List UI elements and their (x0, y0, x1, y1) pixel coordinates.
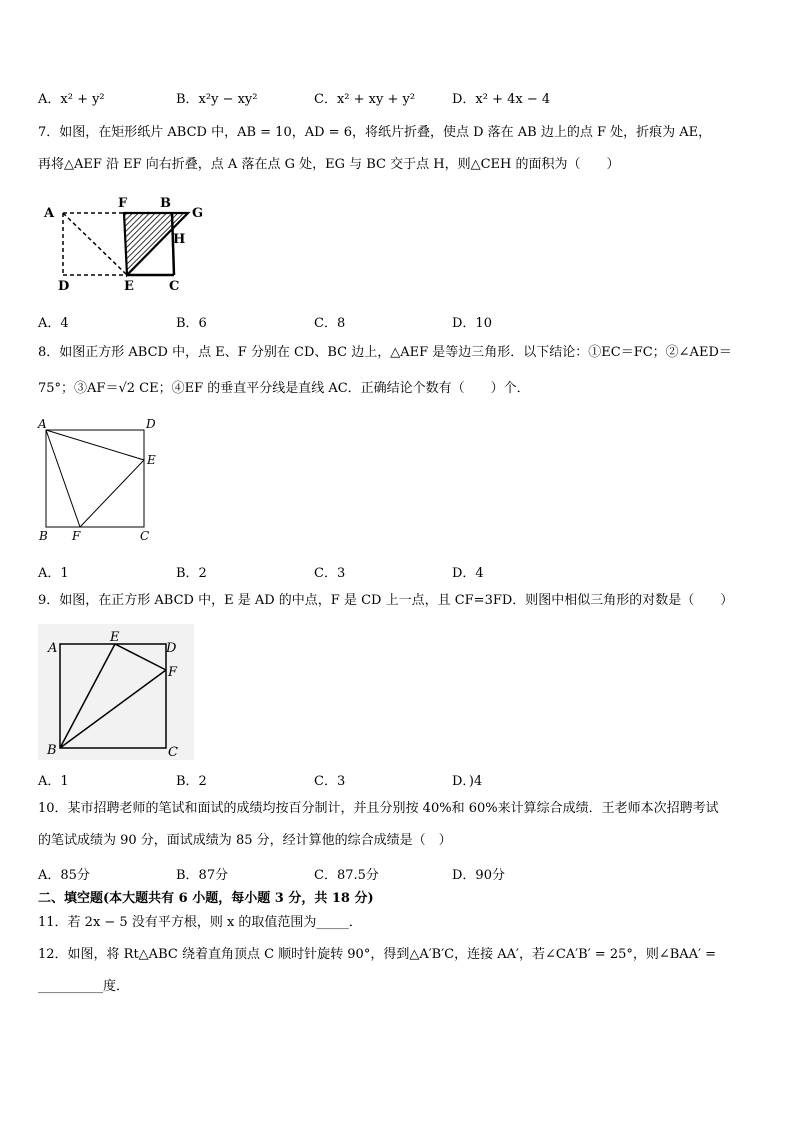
q7-label-b: B (160, 196, 171, 211)
q12-answer-blank[interactable]: __________ (38, 979, 103, 994)
q7-figure (40, 192, 220, 294)
q10-option-d: D．90分 (452, 868, 505, 883)
q9-label-c: C (168, 745, 178, 760)
q8-label-b: B (39, 529, 48, 543)
q7-label-g: G (192, 206, 204, 221)
q7-stem-line2: 再将△AEF 沿 EF 向右折叠，点 A 落在点 G 处，EG 与 BC 交于点 H，则△CEH 的面积为（ ） (38, 157, 620, 172)
q8-label-d: D (146, 417, 156, 431)
q12-stem-line1: 12．如图，将 Rt△ABC 绕着直角顶点 C 顺时针旋转 90°，得到△A′B′C，连接 AA′，若∠CA′B′ = 25°，则∠BAA′ = (38, 947, 717, 962)
q7-label-e: E (124, 279, 134, 294)
q9-label-a: A (48, 641, 58, 656)
q10-stem-line2: 的笔试成绩为 90 分，面试成绩为 85 分，经计算他的综合成绩是（ ） (38, 833, 452, 848)
q9-option-b: B．2 (176, 774, 207, 789)
q9-option-d: D．)4 (452, 774, 483, 789)
q10-option-c: C．87.5分 (314, 868, 379, 883)
q7-label-h: H (173, 232, 186, 247)
q9-figure (38, 624, 198, 764)
section-heading-fill-in: 二、填空题(本大题共有 6 小题，每小题 3 分，共 18 分) (38, 891, 374, 906)
q7-label-a: A (44, 206, 55, 221)
q10-option-a: A．85分 (38, 868, 90, 883)
q6-option-d: D．x² + 4x − 4 (452, 92, 551, 107)
q8-stem-line1: 8．如图正方形 ABCD 中，点 E、F 分别在 CD、BC 边上，△AEF 是等边三角形．以下结论：①EC＝FC；②∠AED＝ (38, 345, 732, 360)
q6-option-b: B．x²y − xy² (176, 92, 258, 107)
q7-stem-line1: 7．如图，在矩形纸片 ABCD 中，AB = 10，AD = 6，将纸片折叠，使点 D 落在 AB 边上的点 F 处，折痕为 AE， (38, 125, 712, 140)
q7-option-a: A．4 (38, 316, 69, 331)
q7-label-d: D (58, 279, 70, 294)
q6-options (38, 88, 598, 106)
q8-stem-line2: 75°；③AF＝√2 CE；④EF 的垂直平分线是直线 AC．正确结论个数有（ ）个． (38, 381, 530, 396)
q8-figure (34, 414, 166, 544)
q6-option-a: A．x² + y² (38, 92, 105, 107)
q8-label-f: F (72, 529, 81, 543)
q8-option-c: C．3 (314, 566, 346, 581)
q9-label-b: B (47, 743, 57, 758)
q9-option-c: C．3 (314, 774, 346, 789)
q10-options (38, 864, 598, 882)
q11-stem: 11．若 2x − 5 没有平方根，则 x 的取值范围为_____． (38, 915, 362, 930)
q7-option-d: D．10 (452, 316, 492, 331)
q7-label-c: C (169, 279, 180, 294)
q8-label-a: A (38, 417, 47, 431)
q9-option-a: A．1 (38, 774, 69, 789)
q9-stem-line1: 9．如图，在正方形 ABCD 中，E 是 AD 的中点，F 是 CD 上一点，且 CF=3FD．则图中相似三角形的对数是（ ） (38, 593, 734, 608)
q7-option-b: B．6 (176, 316, 207, 331)
q8-label-c: C (140, 529, 150, 543)
q6-option-c: C．x² + xy + y² (314, 92, 416, 107)
q8-option-d: D．4 (452, 566, 484, 581)
q7-options (38, 312, 598, 330)
q10-stem-line1: 10．某市招聘老师的笔试和面试的成绩均按百分制计，并且分别按 40%和 60%来计算综合成绩．王老师本次招聘考试 (38, 801, 719, 816)
q8-label-e: E (147, 453, 156, 467)
q8-option-a: A．1 (38, 566, 69, 581)
q8-option-b: B．2 (176, 566, 207, 581)
q12-unit-suffix: 度． (103, 979, 130, 994)
q9-label-e: E (110, 630, 120, 645)
q9-label-f: F (168, 665, 178, 680)
q10-option-b: B．87分 (176, 868, 229, 883)
q7-option-c: C．8 (314, 316, 346, 331)
q8-options (38, 562, 598, 580)
q7-label-f: F (118, 196, 128, 211)
q9-options (38, 770, 598, 788)
q12-stem-line2 (38, 978, 758, 996)
q9-label-d: D (166, 641, 177, 656)
